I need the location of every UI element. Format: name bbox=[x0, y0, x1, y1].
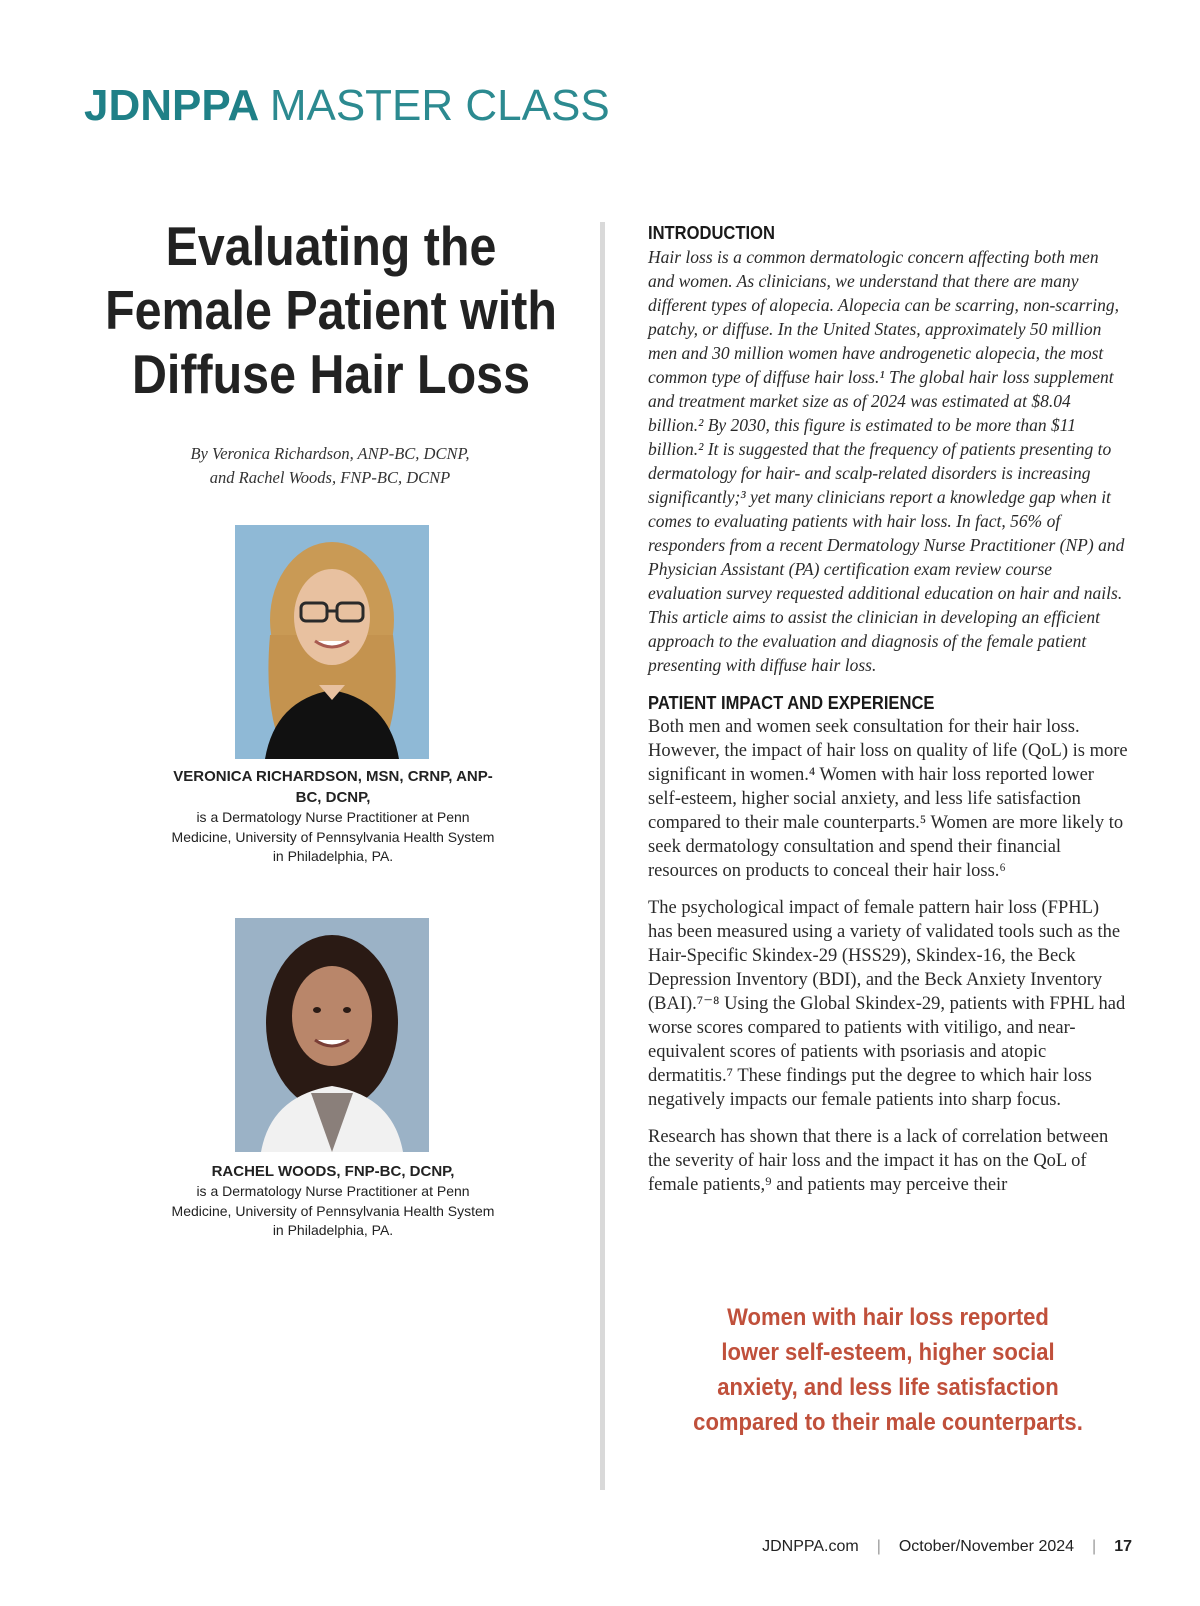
author-bio-richardson bbox=[170, 766, 496, 867]
impact-paragraph-3: Research has shown that there is a lack of correlation between the severity of hair loss and the impact it has on the QoL of female patients,⁹ and patients may perceive their bbox=[648, 1127, 1109, 1195]
pull-quote-line-3: anxiety, and less life satisfaction bbox=[717, 1374, 1059, 1401]
author-name: RACHEL WOODS, FNP-BC, DCNP, bbox=[211, 1163, 455, 1180]
author-name: VERONICA RICHARDSON, MSN, CRNP, ANP-BC, DCNP, bbox=[173, 768, 493, 806]
pull-quote bbox=[672, 1300, 1104, 1440]
author-description: is a Dermatology Nurse Practitioner at Penn Medicine, University of Pennsylvania Health System in Philadelphia, PA. bbox=[171, 809, 495, 864]
footer-separator: | bbox=[1092, 1538, 1097, 1555]
introduction-section bbox=[648, 221, 1128, 677]
article-byline bbox=[100, 442, 560, 490]
footer-separator: | bbox=[876, 1538, 881, 1555]
pull-quote-line-1: Women with hair loss reported bbox=[727, 1304, 1049, 1331]
introduction-text: Hair loss is a common dermatologic concern affecting both men and women. As clinicians, we understand that there are many different types of alopecia. Alopecia can be scarring, non-scarring, patchy, or diffuse. In the United States, approximately 50 million men and 30 million women have androgenetic alopecia, the most common type of diffuse hair loss.¹ The global hair loss supplement and treatment market size as of 2024 was estimated at $8.04 billion.² By 2030, this figure is estimated to be more than $11 billion.² It is suggested that the frequency of patients presenting to dermatology for hair- and scalp-related disorders is increasing significantly;³ yet many clinicians report a knowledge gap when it comes to evaluating patients with hair loss. In fact, 56% of responders from a recent Dermatology Nurse Practitioner (NP) and Physician Assistant (PA) certification exam review course evaluation survey requested additional education on hair and nails. This article aims to assist the clinician in developing an efficient approach to the evaluation and diagnosis of the female patient presenting with diffuse hair loss. bbox=[648, 247, 1125, 675]
author-photo-richardson bbox=[235, 525, 429, 759]
pull-quote-line-4: compared to their male counterparts. bbox=[693, 1409, 1083, 1436]
author-photo-woods bbox=[235, 918, 429, 1152]
article-title: Evaluating the Female Patient with Diffuse Hair Loss bbox=[105, 215, 557, 405]
patient-impact-section bbox=[648, 691, 1128, 1210]
page-number: 17 bbox=[1114, 1538, 1132, 1555]
byline-line-1: By Veronica Richardson, ANP-BC, DCNP, bbox=[190, 444, 470, 463]
footer-site-link[interactable]: JDNPPA.com bbox=[762, 1538, 859, 1555]
section-heading-impact: PATIENT IMPACT AND EXPERIENCE bbox=[648, 693, 935, 713]
impact-paragraph-1: Both men and women seek consultation for their hair loss. However, the impact of hair loss on quality of life (QoL) is more significant in women.⁴ Women with hair loss reported lower self-esteem, higher social anxiety, and less life satisfaction compared to their male counterparts.⁵ Women are more likely to seek dermatology consultation and spend their financial resources on products to conceal their hair loss.⁶ bbox=[648, 717, 1128, 881]
impact-paragraph-2: The psychological impact of female pattern hair loss (FPHL) has been measured using a variety of validated tools such as the Hair-Specific Skindex-29 (HSS29), Skindex-16, the Beck Depression Inventory (BDI), and the Beck Anxiety Inventory (BAI).⁷⁻⁸ Using the Global Skindex-29, patients with FPHL had worse scores compared to patients with vitiligo, and near-equivalent scores of patients with psoriasis and atopic dermatitis.⁷ These findings put the degree to which hair loss negatively impacts our female patients into sharp focus. bbox=[648, 898, 1126, 1110]
page-footer bbox=[762, 1536, 1132, 1558]
author-bio-woods bbox=[170, 1161, 496, 1241]
masthead-brand: JDNPPA bbox=[84, 81, 258, 130]
publication-masthead bbox=[84, 78, 610, 134]
section-heading-introduction: INTRODUCTION bbox=[648, 223, 775, 243]
footer-issue-date: October/November 2024 bbox=[898, 1538, 1075, 1555]
pull-quote-line-2: lower self-esteem, higher social bbox=[721, 1339, 1055, 1366]
column-divider bbox=[600, 222, 605, 1490]
author-description: is a Dermatology Nurse Practitioner at Penn Medicine, University of Pennsylvania Health System in Philadelphia, PA. bbox=[171, 1183, 495, 1238]
byline-line-2: and Rachel Woods, FNP-BC, DCNP bbox=[209, 468, 451, 487]
masthead-section: MASTER CLASS bbox=[269, 81, 610, 130]
